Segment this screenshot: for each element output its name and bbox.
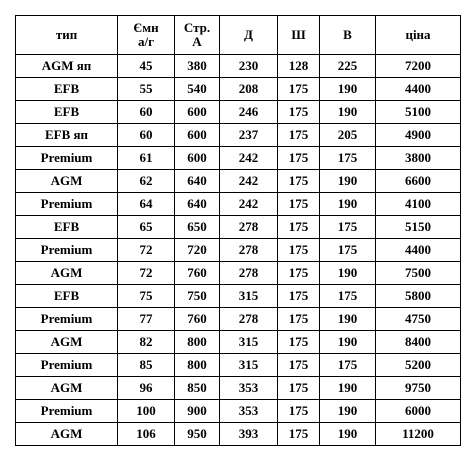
- table-row: [16, 193, 461, 216]
- cell-length: 237: [220, 124, 278, 147]
- cell-length: 278: [220, 216, 278, 239]
- cell-starting-current: 640: [175, 170, 220, 193]
- table-row: [16, 239, 461, 262]
- cell-price: 7200: [376, 55, 461, 78]
- table-row: [16, 216, 461, 239]
- cell-price: 4400: [376, 78, 461, 101]
- cell-starting-current: 900: [175, 400, 220, 423]
- cell-type: EFB: [16, 101, 118, 124]
- cell-price: 11200: [376, 423, 461, 446]
- cell-starting-current: 760: [175, 262, 220, 285]
- cell-starting-current: 640: [175, 193, 220, 216]
- cell-width: 175: [278, 124, 320, 147]
- cell-capacity: 72: [118, 262, 175, 285]
- cell-height: 190: [320, 377, 376, 400]
- cell-capacity: 45: [118, 55, 175, 78]
- cell-price: 9750: [376, 377, 461, 400]
- cell-width: 175: [278, 193, 320, 216]
- battery-price-table: [15, 15, 461, 446]
- cell-starting-current: 750: [175, 285, 220, 308]
- cell-height: 175: [320, 147, 376, 170]
- header-price: ціна: [376, 16, 461, 55]
- cell-starting-current: 600: [175, 101, 220, 124]
- table-row: [16, 400, 461, 423]
- cell-price: 4400: [376, 239, 461, 262]
- cell-starting-current: 760: [175, 308, 220, 331]
- cell-type: AGM: [16, 331, 118, 354]
- cell-capacity: 65: [118, 216, 175, 239]
- cell-length: 242: [220, 193, 278, 216]
- cell-type: EFB: [16, 285, 118, 308]
- cell-length: 242: [220, 147, 278, 170]
- cell-width: 175: [278, 78, 320, 101]
- cell-length: 278: [220, 262, 278, 285]
- cell-length: 278: [220, 308, 278, 331]
- cell-length: 315: [220, 354, 278, 377]
- cell-type: AGM: [16, 423, 118, 446]
- cell-capacity: 106: [118, 423, 175, 446]
- cell-width: 175: [278, 423, 320, 446]
- cell-length: 246: [220, 101, 278, 124]
- header-height: В: [320, 16, 376, 55]
- cell-starting-current: 600: [175, 147, 220, 170]
- cell-capacity: 64: [118, 193, 175, 216]
- cell-price: 7500: [376, 262, 461, 285]
- cell-height: 205: [320, 124, 376, 147]
- cell-width: 175: [278, 308, 320, 331]
- cell-length: 230: [220, 55, 278, 78]
- cell-length: 353: [220, 400, 278, 423]
- cell-capacity: 100: [118, 400, 175, 423]
- header-starting-current: Стр. А: [175, 16, 220, 55]
- cell-type: Premium: [16, 193, 118, 216]
- table-row: [16, 285, 461, 308]
- cell-type: Premium: [16, 400, 118, 423]
- cell-type: Premium: [16, 354, 118, 377]
- cell-capacity: 75: [118, 285, 175, 308]
- cell-capacity: 61: [118, 147, 175, 170]
- table-row: [16, 354, 461, 377]
- cell-starting-current: 650: [175, 216, 220, 239]
- header-type: тип: [16, 16, 118, 55]
- cell-height: 190: [320, 78, 376, 101]
- table-row: [16, 147, 461, 170]
- cell-length: 393: [220, 423, 278, 446]
- cell-price: 5200: [376, 354, 461, 377]
- cell-length: 242: [220, 170, 278, 193]
- table-row: [16, 101, 461, 124]
- table-row: [16, 170, 461, 193]
- table-row: [16, 262, 461, 285]
- table-row: [16, 78, 461, 101]
- cell-capacity: 72: [118, 239, 175, 262]
- cell-height: 190: [320, 331, 376, 354]
- cell-width: 175: [278, 354, 320, 377]
- cell-type: EFB: [16, 78, 118, 101]
- table-body: [16, 55, 461, 446]
- header-width: Ш: [278, 16, 320, 55]
- header-row: [16, 16, 461, 55]
- cell-capacity: 82: [118, 331, 175, 354]
- cell-price: 4100: [376, 193, 461, 216]
- cell-width: 175: [278, 239, 320, 262]
- header-capacity: Ємн а/г: [118, 16, 175, 55]
- cell-height: 190: [320, 400, 376, 423]
- cell-capacity: 60: [118, 124, 175, 147]
- cell-type: Premium: [16, 147, 118, 170]
- table-header: [16, 16, 461, 55]
- cell-type: AGM: [16, 262, 118, 285]
- cell-height: 190: [320, 423, 376, 446]
- cell-height: 190: [320, 101, 376, 124]
- cell-capacity: 85: [118, 354, 175, 377]
- table-row: [16, 308, 461, 331]
- cell-price: 5150: [376, 216, 461, 239]
- cell-capacity: 77: [118, 308, 175, 331]
- table-row: [16, 331, 461, 354]
- table-row: [16, 55, 461, 78]
- cell-type: Premium: [16, 308, 118, 331]
- cell-height: 225: [320, 55, 376, 78]
- cell-height: 175: [320, 285, 376, 308]
- cell-price: 8400: [376, 331, 461, 354]
- cell-length: 315: [220, 331, 278, 354]
- cell-type: AGM: [16, 377, 118, 400]
- cell-type: AGM яп: [16, 55, 118, 78]
- cell-price: 6000: [376, 400, 461, 423]
- cell-capacity: 55: [118, 78, 175, 101]
- cell-capacity: 60: [118, 101, 175, 124]
- cell-width: 175: [278, 285, 320, 308]
- cell-height: 190: [320, 308, 376, 331]
- cell-type: EFB: [16, 216, 118, 239]
- cell-length: 353: [220, 377, 278, 400]
- cell-type: AGM: [16, 170, 118, 193]
- cell-width: 175: [278, 216, 320, 239]
- table-row: [16, 124, 461, 147]
- cell-height: 190: [320, 170, 376, 193]
- table-row: [16, 377, 461, 400]
- cell-starting-current: 600: [175, 124, 220, 147]
- cell-width: 175: [278, 170, 320, 193]
- cell-price: 4750: [376, 308, 461, 331]
- cell-width: 175: [278, 331, 320, 354]
- cell-width: 175: [278, 262, 320, 285]
- cell-width: 128: [278, 55, 320, 78]
- cell-length: 278: [220, 239, 278, 262]
- cell-starting-current: 800: [175, 331, 220, 354]
- cell-price: 4900: [376, 124, 461, 147]
- cell-price: 5100: [376, 101, 461, 124]
- cell-length: 315: [220, 285, 278, 308]
- cell-width: 175: [278, 400, 320, 423]
- cell-price: 5800: [376, 285, 461, 308]
- table-row: [16, 423, 461, 446]
- cell-starting-current: 380: [175, 55, 220, 78]
- battery-price-table-container: [15, 15, 461, 446]
- cell-capacity: 96: [118, 377, 175, 400]
- cell-type: Premium: [16, 239, 118, 262]
- cell-capacity: 62: [118, 170, 175, 193]
- cell-price: 6600: [376, 170, 461, 193]
- cell-height: 190: [320, 193, 376, 216]
- cell-length: 208: [220, 78, 278, 101]
- cell-width: 175: [278, 147, 320, 170]
- cell-starting-current: 850: [175, 377, 220, 400]
- cell-height: 175: [320, 354, 376, 377]
- header-length: Д: [220, 16, 278, 55]
- cell-starting-current: 950: [175, 423, 220, 446]
- cell-price: 3800: [376, 147, 461, 170]
- cell-width: 175: [278, 377, 320, 400]
- cell-starting-current: 540: [175, 78, 220, 101]
- cell-type: EFB яп: [16, 124, 118, 147]
- cell-height: 175: [320, 216, 376, 239]
- cell-width: 175: [278, 101, 320, 124]
- cell-height: 190: [320, 262, 376, 285]
- cell-starting-current: 720: [175, 239, 220, 262]
- cell-starting-current: 800: [175, 354, 220, 377]
- cell-height: 175: [320, 239, 376, 262]
